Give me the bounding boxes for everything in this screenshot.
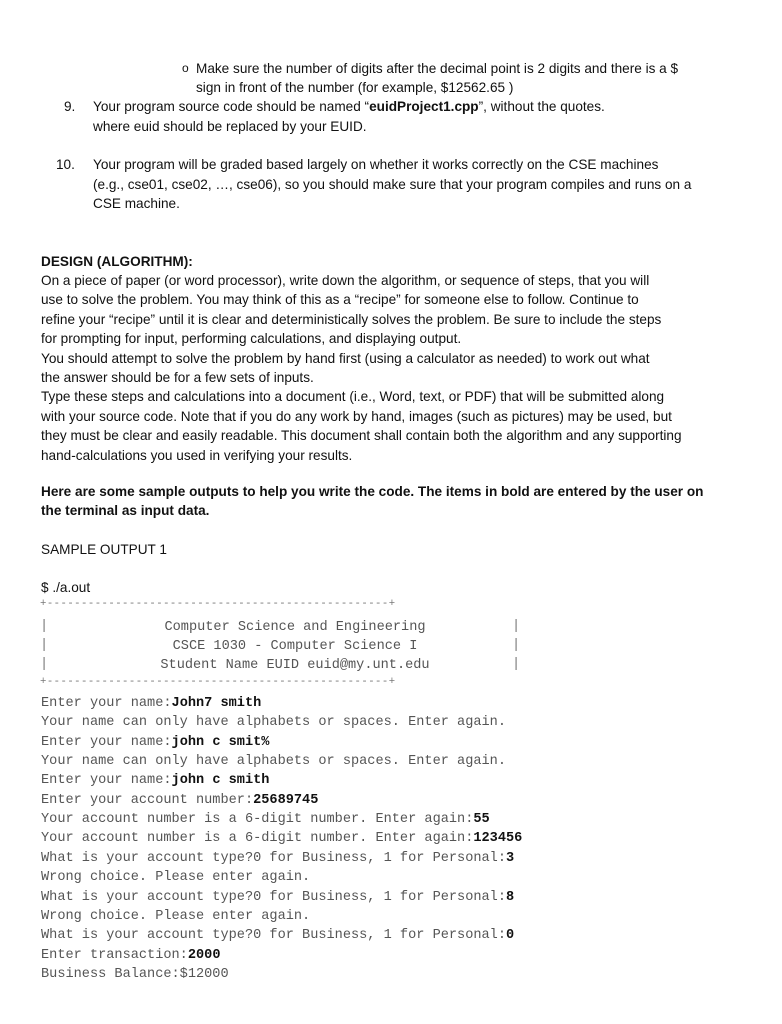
terminal-line (41, 810, 490, 829)
design-para2-line-1: You should attempt to solve the problem by hand first (using a calculator as needed) to work out what (41, 350, 650, 366)
design-para3-line-3: they must be clear and easily readable. This document shall contain both the algorithm and any supporting (41, 428, 682, 444)
terminal-line (41, 868, 310, 887)
banner-line-1: Computer Science and Engineering (164, 620, 426, 635)
banner-left-bar-2: | (40, 638, 49, 653)
terminal-line (41, 733, 269, 752)
item-10-number: 10. (56, 157, 75, 172)
sample-intro-line-1: Here are some sample outputs to help you write the code. The items in bold are entered by the user on (41, 484, 704, 499)
terminal-prompt: Your name can only have alphabets or spaces. Enter again. (41, 754, 506, 770)
user-input: 2000 (187, 947, 221, 963)
terminal-prompt: Wrong choice. Please enter again. (41, 870, 311, 886)
design-para3-line-4: hand-calculations you used in verifying your results. (41, 447, 353, 463)
banner-line-3: Student Name EUID euid@my.unt.edu (160, 658, 430, 673)
design-para1-line-1: On a piece of paper (or word processor), write down the algorithm, or sequence of steps, that you will (41, 273, 650, 288)
terminal-prompt: What is your account type?0 for Business, 1 for Personal: (41, 928, 506, 944)
design-heading: DESIGN (ALGORITHM): (41, 254, 193, 269)
item-10-line-3: CSE machine. (93, 196, 180, 211)
user-input: 3 (505, 850, 515, 866)
item-10-line-1: Your program will be graded based largely on whether it works correctly on the CSE machines (93, 157, 659, 172)
design-para1-line-3: refine your “recipe” until it is clear and deterministically solves the problem. Be sure to include the steps (41, 311, 662, 327)
design-para2-line-2: the answer should be for a few sets of inputs. (41, 370, 314, 385)
terminal-prompt: Your account number is a 6-digit number. Enter again: (41, 812, 474, 828)
item-9-line-1 (93, 97, 605, 116)
terminal-prompt: Enter your account number: (41, 792, 254, 808)
user-input: 25689745 (253, 792, 319, 808)
banner-right-bar-3: | (512, 657, 521, 672)
design-para3-line-2: with your source code. Note that if you do any work by hand, images (such as pictures) may be used, but (41, 408, 672, 424)
terminal-line (41, 849, 514, 868)
terminal-prompt: Enter your name: (41, 696, 172, 711)
terminal-line (41, 907, 310, 926)
terminal-prompt: What is your account type?0 for Business, 1 for Personal: (41, 850, 506, 866)
command-line: $ ./a.out (41, 580, 91, 595)
user-input: 55 (473, 812, 490, 828)
banner-bottom-border: +--------------------------------------------------+ (40, 676, 396, 688)
item-10-line-2: (e.g., cse01, cse02, …, cse06), so you should make sure that your program compiles and runs on a (93, 177, 692, 192)
terminal-line (41, 926, 514, 945)
terminal-line (41, 713, 506, 732)
terminal-line (41, 752, 506, 771)
item-9-line-2: where euid should be replaced by your EUID. (93, 119, 367, 134)
user-input: John7 smith (171, 696, 262, 711)
terminal-prompt: Enter your name: (41, 734, 172, 750)
terminal-prompt: Enter transaction: (41, 947, 188, 963)
terminal-prompt: Business Balance:$12000 (41, 966, 229, 982)
banner-left-bar-3: | (40, 657, 49, 672)
terminal-line (41, 694, 261, 713)
design-para3-line-1: Type these steps and calculations into a document (i.e., Word, text, or PDF) that will be submitted along (41, 389, 665, 405)
item-9-suffix: ”, without the quotes. (478, 99, 605, 114)
terminal-line (41, 791, 318, 810)
terminal-prompt: What is your account type?0 for Business, 1 for Personal: (41, 889, 506, 905)
terminal-line (41, 771, 269, 790)
banner-line-2: CSCE 1030 - Computer Science I (172, 639, 418, 654)
terminal-line (41, 829, 522, 848)
terminal-line (41, 888, 514, 907)
item-9-filename: euidProject1.cpp (369, 99, 479, 114)
terminal-prompt: Your account number is a 6-digit number. Enter again: (41, 831, 474, 847)
terminal-prompt: Enter your name: (41, 773, 172, 789)
design-para1-line-4: for prompting for input, performing calculations, and displaying output. (41, 331, 462, 347)
banner-right-bar-1: | (512, 619, 521, 634)
banner-right-bar-2: | (512, 638, 521, 653)
user-input: john c smit% (171, 734, 270, 750)
sub-bullet-line-1: Make sure the number of digits after the decimal point is 2 digits and there is a $ (196, 61, 679, 76)
design-para1-line-2: use to solve the problem. You may think of this as a “recipe” for someone else to follow. Continue to (41, 292, 639, 308)
terminal-line (41, 946, 220, 965)
user-input: 8 (505, 889, 515, 905)
item-9-prefix: Your program source code should be named “ (93, 99, 370, 114)
sample-output-title: SAMPLE OUTPUT 1 (41, 542, 167, 557)
terminal-prompt: Wrong choice. Please enter again. (41, 908, 311, 924)
sub-bullet-marker: o (182, 61, 189, 75)
terminal-prompt: Your name can only have alphabets or spaces. Enter again. (41, 715, 506, 731)
banner-left-bar-1: | (40, 619, 49, 634)
terminal-line (41, 965, 229, 984)
user-input: 0 (505, 928, 515, 944)
banner-top-border: +--------------------------------------------------+ (40, 598, 396, 610)
sub-bullet-line-2: sign in front of the number (for example, $12562.65 ) (196, 80, 514, 95)
item-9-number: 9. (64, 99, 76, 114)
sample-intro-line-2: the terminal as input data. (41, 503, 210, 519)
user-input: john c smith (171, 773, 270, 789)
user-input: 123456 (473, 831, 523, 847)
